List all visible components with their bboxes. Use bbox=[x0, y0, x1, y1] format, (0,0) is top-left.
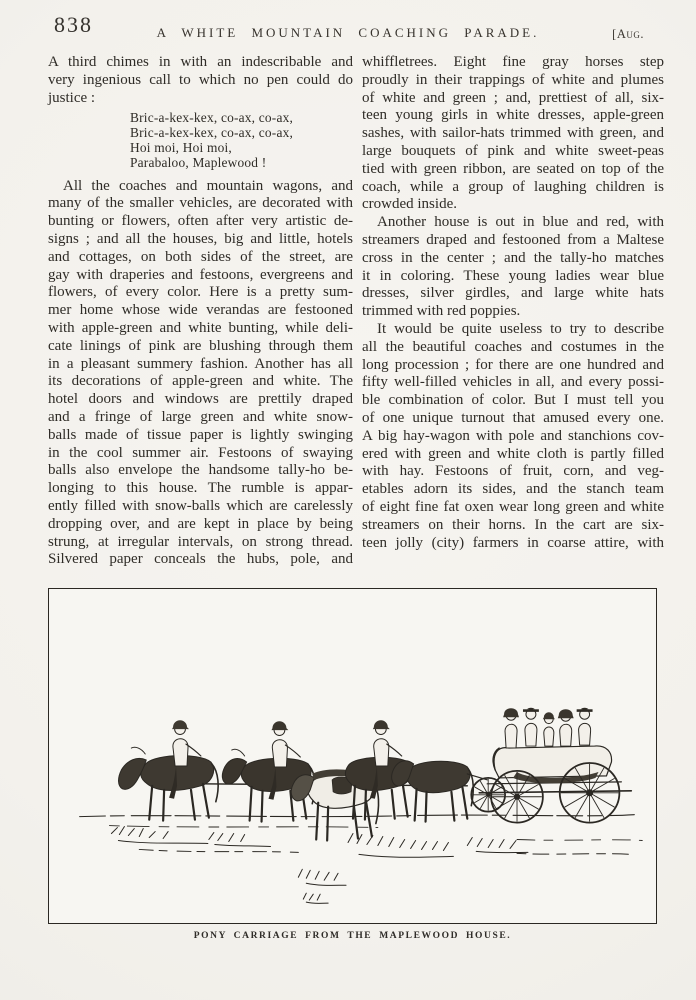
text-line: fifty well-filled vehicles in all, and every possi- bbox=[362, 374, 664, 391]
running-title: A WHITE MOUNTAIN COACHING PARADE. bbox=[156, 25, 540, 40]
text-line: long procession ; for there are one hundred and bbox=[362, 356, 664, 373]
issue-label: [Aug. bbox=[612, 27, 644, 41]
text-line: etables adorn its sides, and the stanch team bbox=[362, 481, 664, 498]
text-line: Silvered paper conceals the hubs, pole, and bbox=[48, 551, 353, 568]
text-line: in a pleasant summery fashion. Another has all bbox=[48, 355, 353, 372]
text-line: many of the smaller vehicles, are decorated with bbox=[48, 195, 353, 212]
text-line: large bouquets of pink and white sweet-peas bbox=[362, 142, 664, 159]
text-line: A third chimes in with an indescribable and bbox=[48, 54, 353, 70]
text-line: flowers, of every color. Here is a pretty sum- bbox=[48, 284, 353, 301]
text-line: bunting or flowers, often after very artistic de- bbox=[48, 213, 353, 230]
text-line: streamers draped and festooned from a Maltese bbox=[362, 231, 664, 248]
text-line: with apple-green and white bunting, while deli- bbox=[48, 319, 353, 336]
carriage-rear-wheel bbox=[560, 763, 620, 823]
text-line: tied with green ribbon, are seated on top of the bbox=[362, 160, 664, 177]
carriage-mid-wheel bbox=[491, 771, 543, 823]
text-line: teen jolly (city) farmers in coarse attire, with bbox=[362, 534, 664, 551]
text-line: ble combination of color. But I must tell you bbox=[362, 392, 664, 409]
text-column-left bbox=[48, 54, 353, 569]
text-line: cross in the center ; and the tally-ho matches bbox=[362, 249, 664, 266]
text-line: Hoi moi, Hoi moi, bbox=[130, 139, 232, 155]
text-line: ently filled with snow-balls which are carelessly bbox=[48, 497, 353, 514]
text-line: it in coloring. These young ladies wear blue bbox=[362, 267, 664, 284]
text-line: its decorations of apple-green and white. The bbox=[48, 373, 353, 390]
text-line: dresses, silver girdles, and large white hats bbox=[362, 285, 664, 302]
text-line: cate linings of pink are blushing through them bbox=[48, 337, 353, 354]
text-line: sashes, with sailor-hats trimmed with green, and bbox=[362, 125, 664, 142]
paragraph bbox=[362, 54, 664, 214]
figure-frame bbox=[48, 588, 657, 924]
text-line: and a fringe of large green and white snow- bbox=[48, 408, 353, 425]
text-line: Bric-a-kex-kex, co-ax, co-ax, bbox=[130, 125, 294, 141]
page-number: 838 bbox=[54, 12, 93, 37]
text-line: whiffletrees. Eight fine gray horses step bbox=[362, 54, 664, 70]
text-line: of eight fine fat oxen wear long green and white bbox=[362, 498, 664, 515]
text-line: all the beautiful coaches and costumes in the bbox=[362, 338, 664, 355]
text-line: teen young girls in white dresses, apple-green bbox=[362, 107, 664, 124]
text-line: gay with draperies and festoons, evergreens and bbox=[48, 266, 353, 283]
text-line: strung, at irregular intervals, on strong thread. bbox=[48, 533, 353, 550]
text-line: of white and green ; and, prettiest of all, six- bbox=[362, 89, 664, 106]
text-line: justice : bbox=[48, 89, 96, 106]
text-line: Bric-a-kex-kex, co-ax, co-ax, bbox=[130, 110, 294, 126]
text-line: All the coaches and mountain wagons, and bbox=[63, 177, 353, 194]
text-column-right bbox=[362, 54, 664, 552]
paragraph bbox=[48, 54, 353, 107]
verse-block bbox=[48, 111, 353, 170]
text-line: balls also envelope the handsome tally-ho be- bbox=[48, 462, 353, 479]
text-line: ered with green and white cloth is partly filled bbox=[362, 445, 664, 462]
text-line: It would be quite useless to try to describe bbox=[377, 320, 664, 337]
text-line: crowded inside. bbox=[362, 196, 457, 213]
text-line: and cottages, on both sides of the street, are bbox=[48, 248, 353, 265]
text-line: dropping over, and are kept in place by being bbox=[48, 515, 353, 532]
text-line: signs ; and all the houses, big and little, hotels bbox=[48, 230, 353, 247]
text-line: Another house is out in blue and red, with bbox=[377, 214, 664, 231]
text-line: proudly in their trappings of white and plumes bbox=[362, 71, 664, 88]
paragraph bbox=[362, 321, 664, 552]
text-line: A big hay-wagon with pole and stanchions cov- bbox=[362, 427, 664, 444]
text-line: balls made of tissue paper is lightly swinging bbox=[48, 426, 353, 443]
paragraph bbox=[48, 178, 353, 570]
paragraph bbox=[362, 214, 664, 321]
text-line: coach, while a group of laughing children is bbox=[362, 178, 664, 195]
text-line: in the cool summer air. Festoons of swaying bbox=[48, 444, 353, 461]
text-line: trimmed with red poppies. bbox=[362, 303, 521, 320]
text-line: mer home whose wide verandas are festooned bbox=[48, 302, 353, 319]
text-line: longing to this house. The rumble is appar- bbox=[48, 480, 353, 497]
text-line: of one unique turnout that amused every one. bbox=[362, 409, 664, 426]
text-line: Parabaloo, Maplewood ! bbox=[130, 154, 267, 170]
pony-carriage-illustration bbox=[49, 589, 656, 923]
text-line: with hay. Festoons of fruit, corn, and veg- bbox=[362, 463, 664, 480]
text-line: hotel doors and windows are prettily draped bbox=[48, 391, 353, 408]
text-line: very ingenious call to which no pen could do bbox=[48, 71, 353, 88]
figure-caption: PONY CARRIAGE FROM THE MAPLEWOOD HOUSE. bbox=[193, 931, 512, 941]
text-line: streamers on their horns. In the cart are six- bbox=[362, 516, 664, 533]
